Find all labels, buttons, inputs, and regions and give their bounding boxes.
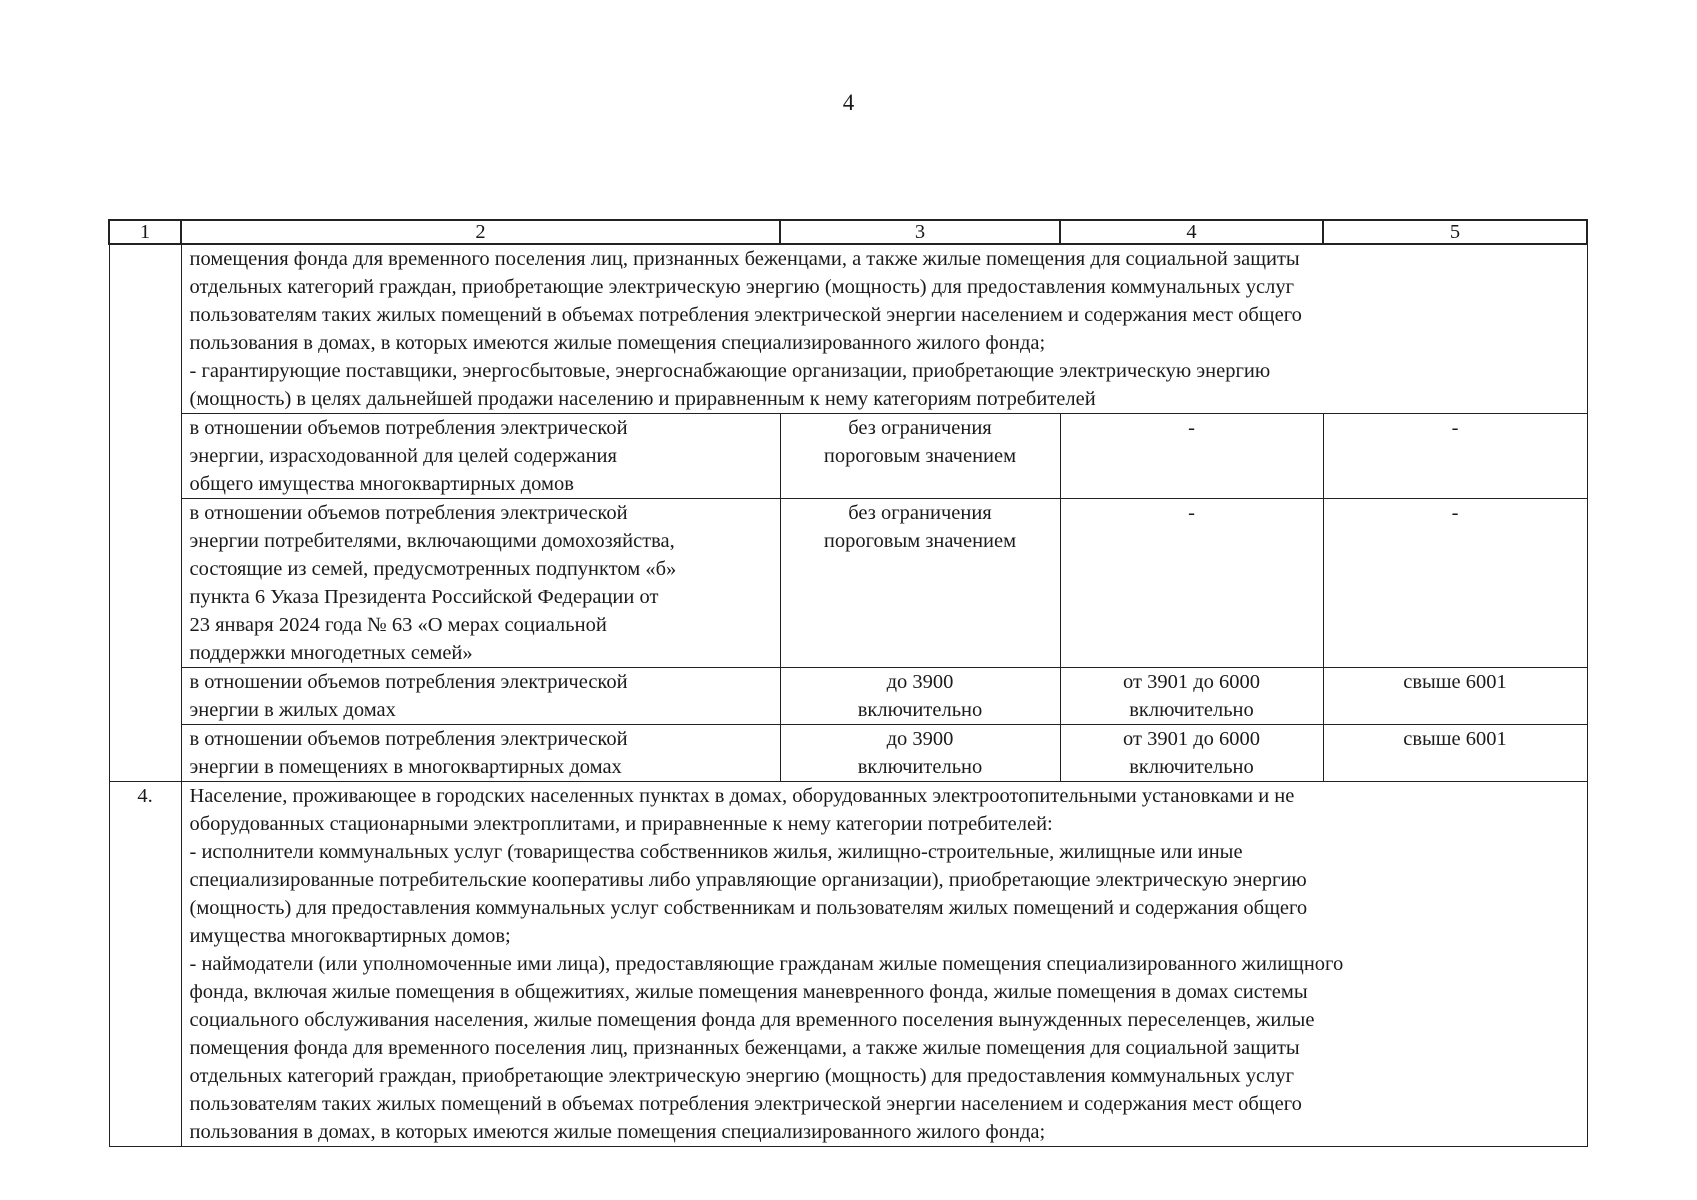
table-header-row [109, 220, 1587, 244]
section-number: 4. [109, 782, 181, 1147]
text-line: свыше 6001 [1403, 671, 1507, 693]
text-line: состоящие из семей, предусмотренных подпунктом «б» [189, 558, 677, 580]
section-4-text [181, 782, 1587, 1147]
range-column-3 [780, 725, 1060, 782]
text-line: пользования в домах, в которых имеются жилые помещения специализированного жилого фонда; [189, 1121, 1046, 1143]
range-column-5 [1323, 668, 1587, 725]
text-line: от 3901 до 6000 [1123, 671, 1260, 693]
text-line: - [1451, 502, 1459, 524]
text-line: пользования в домах, в которых имеются жилые помещения специализированного жилого фонда; [189, 332, 1046, 354]
text-line: пороговым значением [823, 445, 1017, 467]
text-line: включительно [857, 699, 983, 721]
tariff-table [108, 219, 1588, 1147]
text-line: помещения фонда для временного поселения лиц, признанных беженцами, а также жилые помещения для социальной защиты [189, 248, 1300, 270]
text-line: - гарантирующие поставщики, энергосбытовые, энергоснабжающие организации, приобретающие электрическую энергию [189, 360, 1271, 382]
table-row [109, 499, 1587, 668]
text-line: в отношении объемов потребления электрической [189, 417, 628, 439]
range-column-5 [1323, 499, 1587, 668]
text-line: имущества многоквартирных домов; [189, 925, 511, 947]
text-line: в отношении объемов потребления электрической [189, 502, 628, 524]
text-line: помещения фонда для временного поселения лиц, признанных беженцами, а также жилые помещения для социальной защиты [189, 1037, 1300, 1059]
text-line: отдельных категорий граждан, приобретающие электрическую энергию (мощность) для предоставления коммунальных услуг [189, 276, 1294, 298]
column-number-2: 2 [181, 220, 780, 244]
text-line: отдельных категорий граждан, приобретающие электрическую энергию (мощность) для предоставления коммунальных услуг [189, 1065, 1294, 1087]
text-line: включительно [1129, 756, 1254, 778]
table-row [109, 668, 1587, 725]
text-line: специализированные потребительские кооперативы либо управляющие организации), приобретающие электрическую энергию [189, 869, 1307, 891]
range-column-4 [1060, 668, 1323, 725]
text-line: энергии, израсходованной для целей содержания [189, 445, 617, 467]
text-line: энергии в жилых домах [189, 699, 396, 721]
column-number-1: 1 [109, 220, 181, 244]
column-number-3: 3 [780, 220, 1060, 244]
text-line: - наймодатели (или уполномоченные ими лица), предоставляющие гражданам жилые помещения специализированного жилищного [189, 953, 1344, 975]
section-4-row [109, 782, 1587, 1147]
text-line: (мощность) в целях дальнейшей продажи населению и приравненным к нему категориям потребителей [189, 388, 1096, 410]
text-line: пользователям таких жилых помещений в объемах потребления электрической энергии населением и содержания мест общего [189, 304, 1302, 326]
text-line: свыше 6001 [1403, 728, 1507, 750]
row-description [181, 668, 780, 725]
row-description [181, 499, 780, 668]
text-line: пороговым значением [823, 530, 1017, 552]
continuation-text [181, 244, 1587, 414]
text-line: пользователям таких жилых помещений в объемах потребления электрической энергии населением и содержания мест общего [189, 1093, 1302, 1115]
continuation-row [109, 244, 1587, 414]
text-line: пункта 6 Указа Президента Российской Федерации от [189, 586, 659, 608]
column-number-4: 4 [1060, 220, 1323, 244]
table-row [109, 414, 1587, 499]
text-line: - [1188, 502, 1195, 524]
range-column-5 [1323, 414, 1587, 499]
range-column-4 [1060, 414, 1323, 499]
text-line: энергии в помещениях в многоквартирных домах [189, 756, 622, 778]
page-number: 4 [842, 90, 855, 115]
text-line: поддержки многодетных семей» [189, 642, 473, 664]
row-number-cell-empty [109, 244, 181, 782]
range-column-3 [780, 414, 1060, 499]
text-line: (мощность) для предоставления коммунальных услуг собственникам и пользователям жилых помещений и содержания общего [189, 897, 1308, 919]
text-line: оборудованных стационарными электроплитами, и приравненные к нему категории потребителей: [189, 813, 1053, 835]
text-line: от 3901 до 6000 [1123, 728, 1260, 750]
text-line: 23 января 2024 года № 63 «О мерах социальной [189, 614, 607, 636]
text-line: до 3900 [886, 728, 954, 750]
text-line: - исполнители коммунальных услуг (товарищества собственников жилья, жилищно-строительные, жилищные или иные [189, 841, 1243, 863]
column-number-5: 5 [1323, 220, 1587, 244]
range-column-3 [780, 668, 1060, 725]
row-description [181, 725, 780, 782]
text-line: социального обслуживания населения, жилые помещения фонда для временного поселения вынужденных переселенцев, жилые [189, 1009, 1315, 1031]
text-line: до 3900 [886, 671, 954, 693]
text-line: без ограничения [848, 417, 992, 439]
range-column-4 [1060, 499, 1323, 668]
text-line: энергии потребителями, включающими домохозяйства, [189, 530, 675, 552]
range-column-3 [780, 499, 1060, 668]
text-line: в отношении объемов потребления электрической [189, 671, 628, 693]
row-description [181, 414, 780, 499]
range-column-4 [1060, 725, 1323, 782]
text-line: включительно [1129, 699, 1254, 721]
text-line: фонда, включая жилые помещения в общежитиях, жилые помещения маневренного фонда, жилые помещения в домах системы [189, 981, 1308, 1003]
text-line: включительно [857, 756, 983, 778]
text-line: без ограничения [848, 502, 992, 524]
range-column-5 [1323, 725, 1587, 782]
text-line: Население, проживающее в городских населенных пунктах в домах, оборудованных электроотопительными установками и не [189, 785, 1295, 807]
table-row [109, 725, 1587, 782]
text-line: общего имущества многоквартирных домов [189, 473, 574, 495]
text-line: - [1451, 417, 1459, 439]
text-line: - [1188, 417, 1195, 439]
text-line: в отношении объемов потребления электрической [189, 728, 628, 750]
